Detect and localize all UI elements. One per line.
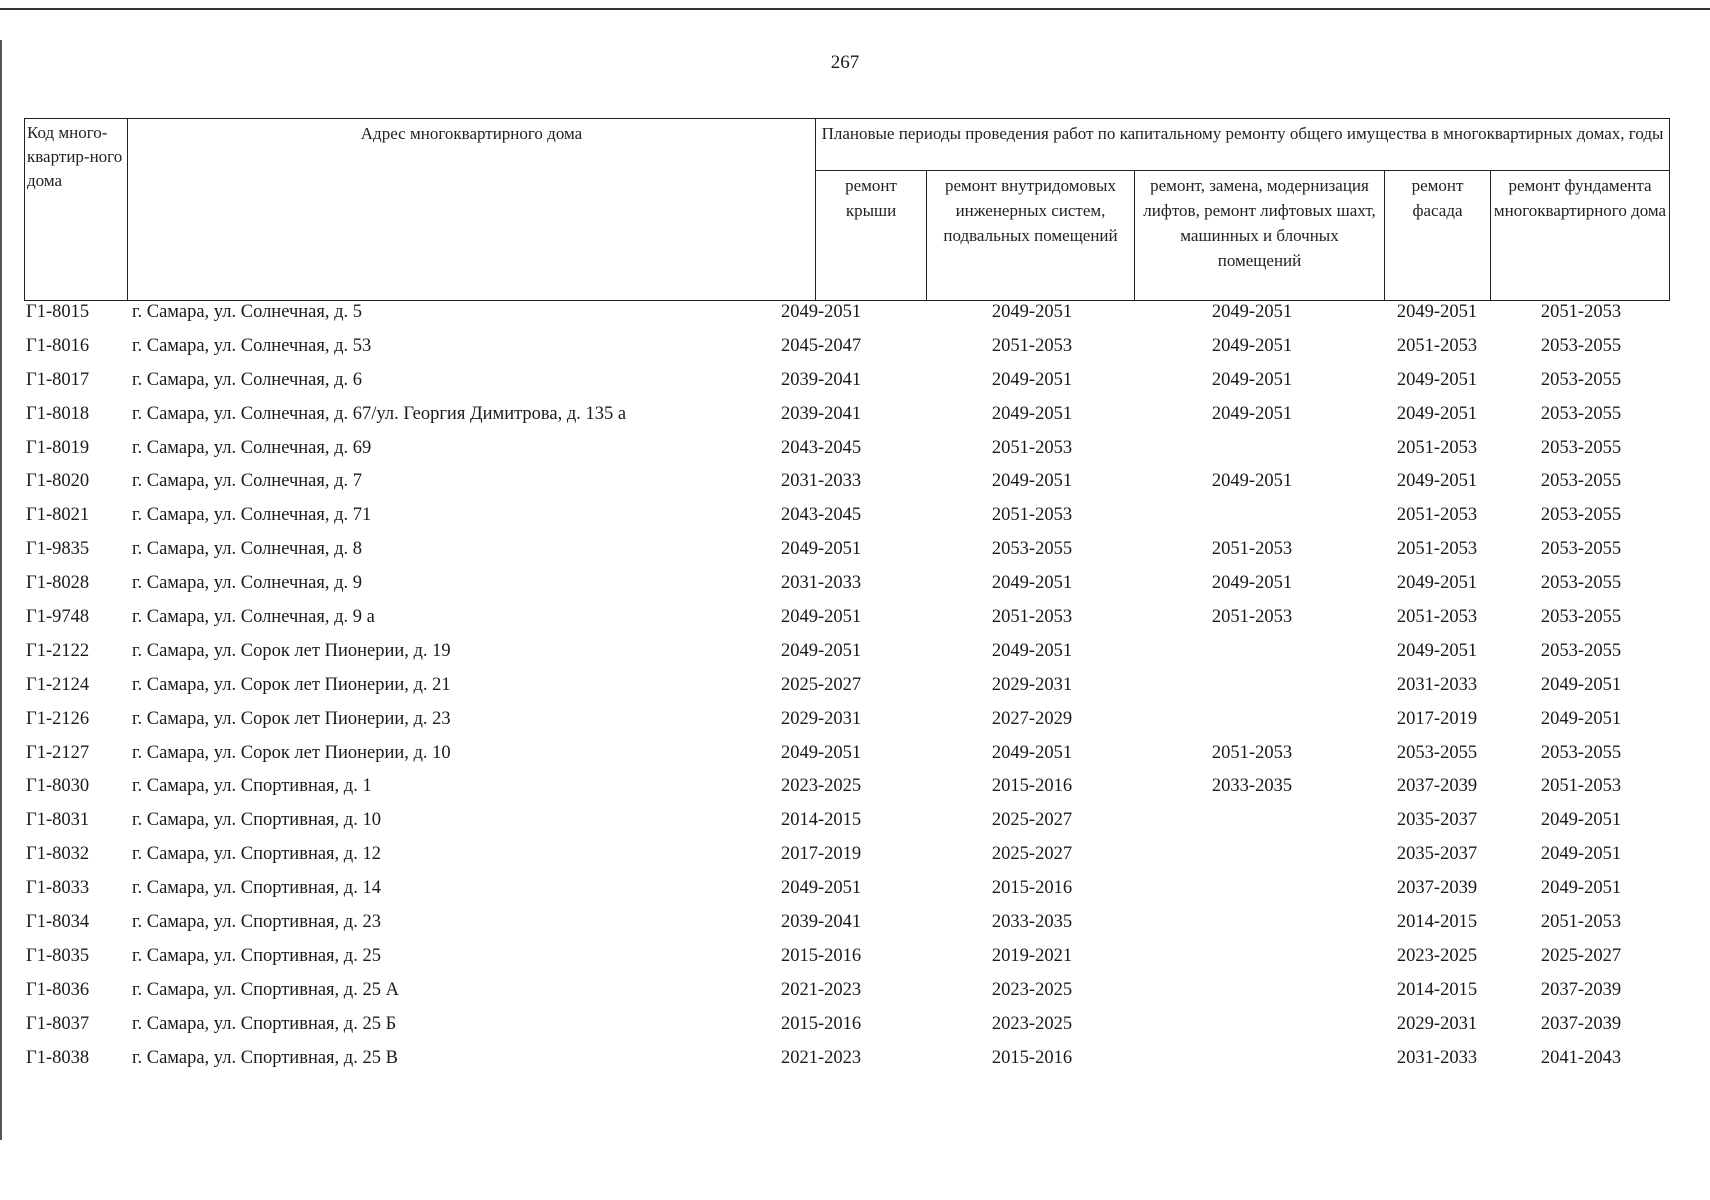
- cell-roof: 2043-2045: [781, 437, 862, 458]
- cell-facade: 2014-2015: [1396, 979, 1478, 1000]
- cell-roof: 2015-2016: [781, 1013, 862, 1034]
- cell-code: Г1-8036: [26, 979, 90, 1000]
- cell-lifts: 2051-2053: [1211, 539, 1293, 560]
- cell-address: г. Самара, ул. Солнечная, д. 53: [132, 335, 372, 356]
- cell-foundation: 2053-2055: [1540, 573, 1622, 594]
- header-roof: ремонт крыши: [816, 171, 927, 301]
- cell-systems: 2049-2051: [991, 573, 1073, 594]
- cell-address: г. Самара, ул. Спортивная, д. 23: [132, 912, 381, 933]
- cell-roof: 2014-2015: [781, 810, 862, 831]
- cell-foundation: 2053-2055: [1540, 505, 1622, 526]
- cell-address: г. Самара, ул. Солнечная, д. 67/ул. Георгия Димитрова, д. 135 а: [132, 403, 627, 424]
- cell-systems: 2049-2051: [991, 369, 1073, 390]
- cell-roof: 2039-2041: [781, 403, 862, 424]
- cell-facade: 2049-2051: [1396, 403, 1478, 424]
- cell-facade: 2051-2053: [1396, 505, 1478, 526]
- table-header: [24, 118, 1670, 301]
- cell-foundation: 2037-2039: [1540, 1013, 1622, 1034]
- cell-code: Г1-2127: [26, 742, 90, 763]
- cell-foundation: 2053-2055: [1540, 403, 1622, 424]
- cell-roof: 2015-2016: [781, 945, 862, 966]
- cell-foundation: 2053-2055: [1540, 437, 1622, 458]
- cell-foundation: 2051-2053: [1540, 302, 1622, 322]
- cell-systems: 2051-2053: [991, 607, 1073, 628]
- cell-facade: 2049-2051: [1396, 369, 1478, 390]
- cell-lifts: 2049-2051: [1211, 302, 1293, 322]
- cell-foundation: 2053-2055: [1540, 335, 1622, 356]
- cell-facade: 2049-2051: [1396, 302, 1478, 322]
- cell-address: г. Самара, ул. Солнечная, д. 69: [132, 437, 372, 458]
- cell-lifts: 2049-2051: [1211, 573, 1293, 594]
- cell-systems: 2015-2016: [991, 878, 1073, 899]
- header-code: Код много-квартир-ного дома: [25, 119, 128, 301]
- cell-facade: 2023-2025: [1396, 945, 1478, 966]
- cell-foundation: 2051-2053: [1540, 776, 1622, 797]
- cell-systems: 2051-2053: [991, 505, 1073, 526]
- cell-foundation: 2049-2051: [1540, 878, 1622, 899]
- cell-code: Г1-8035: [26, 945, 90, 966]
- cell-systems: 2023-2025: [991, 1013, 1073, 1034]
- cell-address: г. Самара, ул. Спортивная, д. 14: [132, 878, 381, 899]
- header-systems: ремонт внутридомовых инженерных систем, подвальных помещений: [927, 171, 1135, 301]
- header-periods: Плановые периоды проведения работ по капитальному ремонту общего имущества в многоквартирных домах, годы: [816, 119, 1670, 171]
- cell-roof: 2045-2047: [781, 335, 862, 356]
- cell-code: Г1-8031: [26, 810, 90, 831]
- cell-systems: 2015-2016: [991, 776, 1073, 797]
- cell-address: г. Самара, ул. Солнечная, д. 6: [132, 369, 363, 390]
- cell-facade: 2037-2039: [1396, 878, 1478, 899]
- cell-lifts: 2049-2051: [1211, 335, 1293, 356]
- cell-systems: 2049-2051: [991, 742, 1073, 763]
- cell-systems: 2049-2051: [991, 302, 1073, 322]
- cell-systems: 2023-2025: [991, 979, 1073, 1000]
- cell-address: г. Самара, ул. Солнечная, д. 9 а: [132, 607, 375, 628]
- cell-facade: 2051-2053: [1396, 539, 1478, 560]
- cell-facade: 2049-2051: [1396, 640, 1478, 661]
- cell-code: Г1-8037: [26, 1013, 90, 1034]
- cell-systems: 2025-2027: [991, 810, 1073, 831]
- cell-address: г. Самара, ул. Спортивная, д. 25: [132, 945, 381, 966]
- cell-address: г. Самара, ул. Солнечная, д. 5: [132, 302, 363, 322]
- cell-address: г. Самара, ул. Спортивная, д. 25 В: [132, 1047, 398, 1068]
- cell-roof: 2049-2051: [781, 878, 862, 899]
- cell-code: Г1-8017: [26, 369, 90, 390]
- cell-foundation: 2025-2027: [1540, 945, 1622, 966]
- cell-facade: 2051-2053: [1396, 607, 1478, 628]
- cell-foundation: 2053-2055: [1540, 742, 1622, 763]
- cell-code: Г1-9748: [26, 607, 90, 628]
- cell-code: Г1-8032: [26, 844, 90, 865]
- cell-foundation: 2053-2055: [1540, 607, 1622, 628]
- cell-facade: 2051-2053: [1396, 437, 1478, 458]
- cell-foundation: 2049-2051: [1540, 844, 1622, 865]
- cell-roof: 2031-2033: [781, 471, 862, 492]
- cell-roof: 2023-2025: [781, 776, 862, 797]
- cell-roof: 2017-2019: [781, 844, 862, 865]
- cell-address: г. Самара, ул. Спортивная, д. 1: [132, 776, 372, 797]
- cell-code: Г1-8030: [26, 776, 90, 797]
- cell-systems: 2049-2051: [991, 640, 1073, 661]
- cell-systems: 2049-2051: [991, 403, 1073, 424]
- cell-facade: 2053-2055: [1396, 742, 1478, 763]
- cell-facade: 2049-2051: [1396, 573, 1478, 594]
- cell-lifts: 2049-2051: [1211, 403, 1293, 424]
- cell-foundation: 2041-2043: [1540, 1047, 1622, 1068]
- cell-foundation: 2051-2053: [1540, 912, 1622, 933]
- cell-facade: 2037-2039: [1396, 776, 1478, 797]
- cell-lifts: 2051-2053: [1211, 607, 1293, 628]
- cell-address: г. Самара, ул. Спортивная, д. 25 А: [132, 979, 399, 1000]
- cell-foundation: 2053-2055: [1540, 471, 1622, 492]
- cell-systems: 2025-2027: [991, 844, 1073, 865]
- cell-address: г. Самара, ул. Спортивная, д. 12: [132, 844, 381, 865]
- cell-systems: 2027-2029: [991, 708, 1073, 729]
- cell-address: г. Самара, ул. Солнечная, д. 9: [132, 573, 363, 594]
- cell-foundation: 2049-2051: [1540, 674, 1622, 695]
- cell-facade: 2017-2019: [1396, 708, 1478, 729]
- cell-foundation: 2037-2039: [1540, 979, 1622, 1000]
- cell-facade: 2035-2037: [1396, 810, 1478, 831]
- cell-lifts: 2033-2035: [1211, 776, 1293, 797]
- cell-address: г. Самара, ул. Сорок лет Пионерии, д. 23: [132, 708, 451, 729]
- cell-code: Г1-8034: [26, 912, 90, 933]
- cell-code: Г1-8016: [26, 335, 90, 356]
- cell-roof: 2039-2041: [781, 912, 862, 933]
- cell-roof: 2031-2033: [781, 573, 862, 594]
- cell-lifts: 2051-2053: [1211, 742, 1293, 763]
- cell-roof: 2049-2051: [781, 539, 862, 560]
- cell-address: г. Самара, ул. Сорок лет Пионерии, д. 21: [132, 674, 451, 695]
- cell-code: Г1-2124: [26, 674, 90, 695]
- cell-facade: 2051-2053: [1396, 335, 1478, 356]
- cell-roof: 2049-2051: [781, 640, 862, 661]
- cell-foundation: 2053-2055: [1540, 640, 1622, 661]
- cell-roof: 2021-2023: [781, 1047, 862, 1068]
- cell-address: г. Самара, ул. Спортивная, д. 25 Б: [132, 1013, 397, 1034]
- cell-facade: 2029-2031: [1396, 1013, 1478, 1034]
- cell-code: Г1-8033: [26, 878, 90, 899]
- cell-address: г. Самара, ул. Спортивная, д. 10: [132, 810, 381, 831]
- cell-systems: 2015-2016: [991, 1047, 1073, 1068]
- cell-code: Г1-9835: [26, 539, 90, 560]
- cell-code: Г1-8019: [26, 437, 90, 458]
- cell-foundation: 2049-2051: [1540, 810, 1622, 831]
- cell-address: г. Самара, ул. Солнечная, д. 71: [132, 505, 372, 526]
- cell-code: Г1-8015: [26, 302, 90, 322]
- cell-roof: 2025-2027: [781, 674, 862, 695]
- cell-lifts: 2049-2051: [1211, 369, 1293, 390]
- cell-facade: 2049-2051: [1396, 471, 1478, 492]
- cell-systems: 2051-2053: [991, 437, 1073, 458]
- top-border-line: [0, 8, 1710, 10]
- cell-code: Г1-8028: [26, 573, 90, 594]
- cell-foundation: 2053-2055: [1540, 369, 1622, 390]
- page-number: 267: [830, 52, 860, 73]
- cell-code: Г1-8038: [26, 1047, 90, 1068]
- cell-foundation: 2049-2051: [1540, 708, 1622, 729]
- header-lifts: ремонт, замена, модернизация лифтов, ремонт лифтовых шахт, машинных и блочных помещений: [1135, 171, 1385, 301]
- cell-roof: 2039-2041: [781, 369, 862, 390]
- cell-address: г. Самара, ул. Сорок лет Пионерии, д. 10: [132, 742, 451, 763]
- cell-systems: 2051-2053: [991, 335, 1073, 356]
- header-facade: ремонт фасада: [1385, 171, 1491, 301]
- cell-code: Г1-8021: [26, 505, 90, 526]
- cell-code: Г1-2122: [26, 640, 90, 661]
- cell-roof: 2049-2051: [781, 742, 862, 763]
- cell-roof: 2049-2051: [781, 607, 862, 628]
- cell-address: г. Самара, ул. Сорок лет Пионерии, д. 19: [132, 640, 451, 661]
- cell-systems: 2019-2021: [991, 945, 1073, 966]
- cell-address: г. Самара, ул. Солнечная, д. 8: [132, 539, 363, 560]
- cell-code: Г1-8018: [26, 403, 90, 424]
- cell-facade: 2031-2033: [1396, 1047, 1478, 1068]
- cell-facade: 2031-2033: [1396, 674, 1478, 695]
- left-border-line: [0, 40, 2, 1140]
- cell-address: г. Самара, ул. Солнечная, д. 7: [132, 471, 363, 492]
- cell-roof: 2043-2045: [781, 505, 862, 526]
- cell-lifts: 2049-2051: [1211, 471, 1293, 492]
- cell-systems: 2033-2035: [991, 912, 1073, 933]
- cell-roof: 2029-2031: [781, 708, 862, 729]
- cell-facade: 2035-2037: [1396, 844, 1478, 865]
- cell-systems: 2053-2055: [991, 539, 1073, 560]
- cell-facade: 2014-2015: [1396, 912, 1478, 933]
- header-foundation: ремонт фундамента многоквартирного дома: [1491, 171, 1670, 301]
- cell-roof: 2049-2051: [781, 302, 862, 322]
- cell-roof: 2021-2023: [781, 979, 862, 1000]
- cell-code: Г1-2126: [26, 708, 90, 729]
- cell-systems: 2029-2031: [991, 674, 1073, 695]
- cell-systems: 2049-2051: [991, 471, 1073, 492]
- cell-foundation: 2053-2055: [1540, 539, 1622, 560]
- header-address: Адрес многоквартирного дома: [128, 119, 816, 301]
- cell-code: Г1-8020: [26, 471, 90, 492]
